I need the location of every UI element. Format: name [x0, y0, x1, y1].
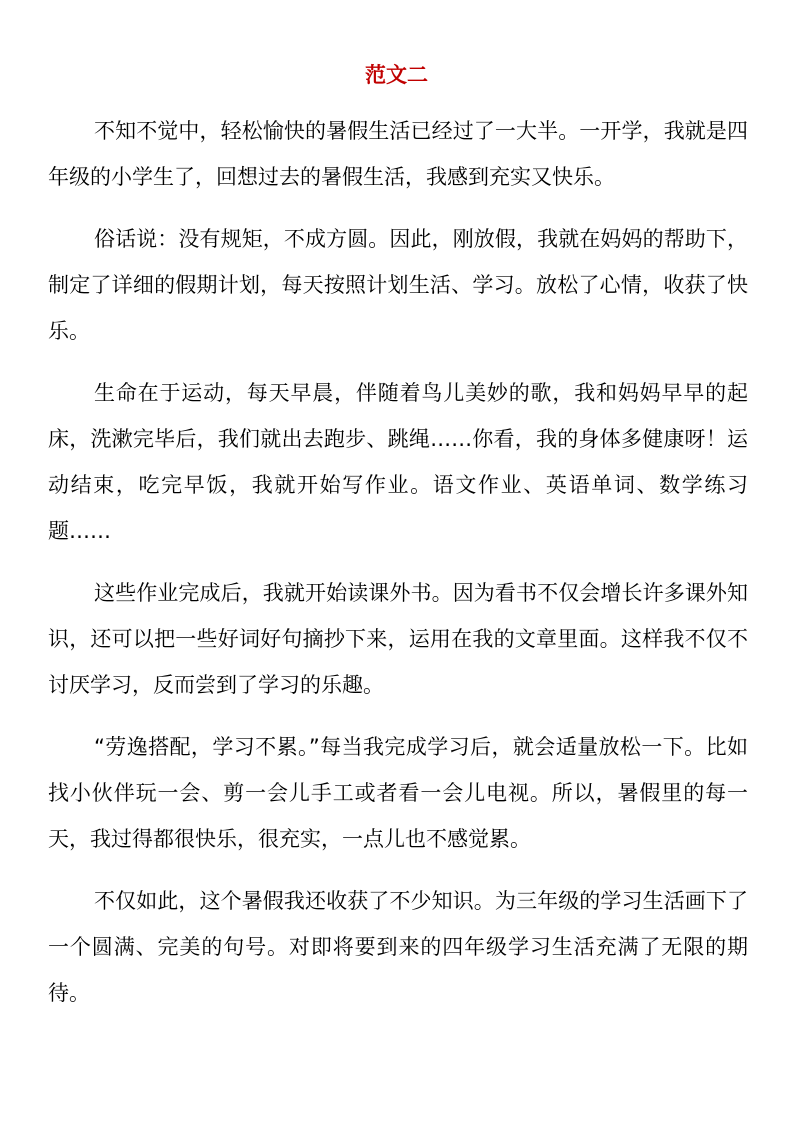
paragraph-1: 不知不觉中，轻松愉快的暑假生活已经过了一大半。一开学，我就是四年级的小学生了，回想过去的暑假生活，我感到充实又快乐。: [48, 119, 748, 189]
paragraph-6: 不仅如此，这个暑假我还收获了不少知识。为三年级的学习生活画下了一个圆满、完美的句号。对即将要到来的四年级学习生活充满了无限的期待。: [48, 889, 748, 1005]
document-body: [48, 108, 748, 1032]
paragraph-5: “劳逸搭配，学习不累。”每当我完成学习后，就会适量放松一下。比如找小伙伴玩一会、剪一会儿手工或者看一会儿电视。所以，暑假里的每一天，我过得都很快乐，很充实，一点儿也不感觉累。: [48, 735, 748, 851]
document-title: 范文二: [365, 63, 428, 87]
paragraph-2: 俗话说：没有规矩，不成方圆。因此，刚放假，我就在妈妈的帮助下，制定了详细的假期计划，每天按照计划生活、学习。放松了心情，收获了快乐。: [48, 227, 748, 343]
paragraph-3: 生命在于运动，每天早晨，伴随着鸟儿美妙的歌，我和妈妈早早的起床，洗漱完毕后，我们就出去跑步、跳绳……你看，我的身体多健康呀！运动结束，吃完早饭，我就开始写作业。语文作业、英语单词、数学练习题……: [48, 381, 748, 543]
paragraph-4: 这些作业完成后，我就开始读课外书。因为看书不仅会增长许多课外知识，还可以把一些好词好句摘抄下来，运用在我的文章里面。这样我不仅不讨厌学习，反而尝到了学习的乐趣。: [48, 581, 748, 697]
